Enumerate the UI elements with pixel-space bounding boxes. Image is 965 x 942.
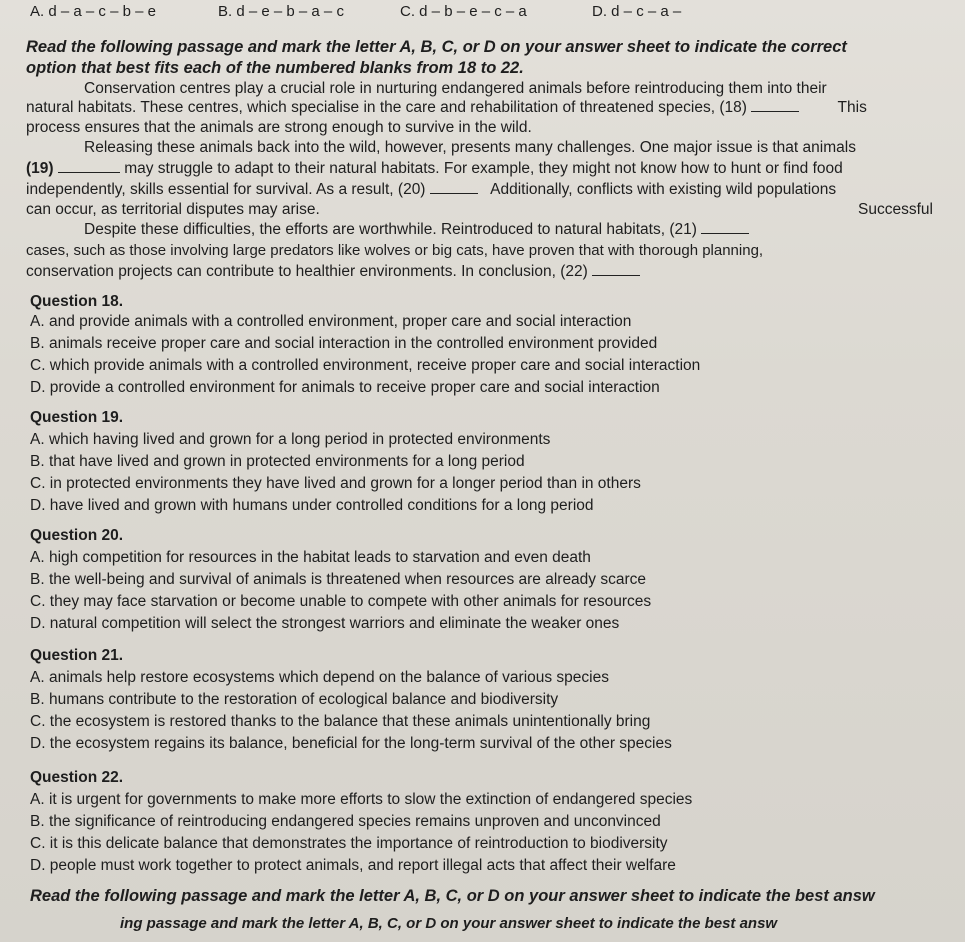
passage-line	[84, 220, 749, 240]
prev-option-b	[218, 3, 344, 20]
blank-number: (18)	[719, 99, 747, 116]
blank-18	[751, 99, 799, 112]
passage-line	[26, 180, 836, 200]
question-21-option-b[interactable]: B. humans contribute to the restoration of ecological balance and biodiversity	[30, 691, 559, 708]
question-20-option-d[interactable]: D. natural competition will select the strongest warriors and eliminate the weaker ones	[30, 615, 620, 632]
instruction-heading: Read the following passage and mark the letter A, B, C, or D on your answer sheet to indicate the correct	[26, 38, 847, 56]
passage-line: cases, such as those involving large predators like wolves or big cats, have proven that with thorough planning,	[26, 242, 764, 259]
question-18-option-b[interactable]: B. animals receive proper care and social interaction in the controlled environment provided	[30, 335, 658, 352]
passage-text: Despite these difficulties, the efforts are worthwhile. Reintroduced to natural habitats,	[84, 221, 666, 238]
prev-option-a	[30, 3, 156, 20]
blank-number: (19)	[26, 160, 54, 177]
blank-21	[701, 221, 749, 234]
option-text: d – a – c – b – e	[48, 3, 156, 20]
passage-text: can occur, as territorial disputes may arise.	[26, 201, 320, 218]
question-20-title: Question 20.	[30, 527, 124, 544]
question-19-option-a[interactable]: A. which having lived and grown for a long period in protected environments	[30, 431, 551, 448]
next-instruction-heading: Read the following passage and mark the letter A, B, C, or D on your answer sheet to indicate the best answ	[30, 887, 875, 905]
question-20-option-c[interactable]: C. they may face starvation or become unable to compete with other animals for resources	[30, 593, 652, 610]
blank-number: (22)	[560, 263, 588, 280]
passage-text: natural habitats. These centres, which specialise in the care and rehabilitation of threatened species,	[26, 99, 716, 116]
passage-line: process ensures that the animals are strong enough to survive in the wild.	[26, 119, 532, 136]
passage-line	[26, 200, 320, 220]
question-19-option-b[interactable]: B. that have lived and grown in protected environments for a long period	[30, 453, 525, 470]
passage-text: This	[837, 99, 867, 116]
option-text: d – b – e – c – a	[419, 3, 527, 20]
passage-line: Conservation centres play a crucial role in nurturing endangered animals before reintroducing them into their	[84, 80, 827, 97]
passage-text: Additionally, conflicts with existing wild populations	[490, 181, 837, 198]
next-instruction-heading-partial: ing passage and mark the letter A, B, C, or D on your answer sheet to indicate the best answ	[120, 915, 778, 932]
question-21-option-a[interactable]: A. animals help restore ecosystems which depend on the balance of various species	[30, 669, 609, 686]
prev-option-c	[400, 3, 527, 20]
option-letter: B.	[218, 3, 233, 20]
question-18-option-c[interactable]: C. which provide animals with a controlled environment, receive proper care and social interaction	[30, 357, 701, 374]
question-22-option-d[interactable]: D. people must work together to protect animals, and report illegal acts that affect their welfare	[30, 857, 676, 874]
option-letter: A.	[30, 3, 45, 20]
question-21-title: Question 21.	[30, 647, 124, 664]
question-21-option-c[interactable]: C. the ecosystem is restored thanks to the balance that these animals unintentionally bring	[30, 713, 651, 730]
question-22-title: Question 22.	[30, 769, 124, 786]
question-18-title: Question 18.	[30, 293, 124, 310]
option-letter: D.	[592, 3, 607, 20]
instruction-heading-cont: option that best fits each of the numbered blanks from 18 to 22.	[26, 59, 524, 77]
blank-19	[58, 160, 120, 173]
question-22-option-a[interactable]: A. it is urgent for governments to make more efforts to slow the extinction of endangered species	[30, 791, 693, 808]
question-19-option-c[interactable]: C. in protected environments they have lived and grown for a longer period than in others	[30, 475, 641, 492]
question-20-option-a[interactable]: A. high competition for resources in the habitat leads to starvation and even death	[30, 549, 591, 566]
question-19-title: Question 19.	[30, 409, 124, 426]
question-22-option-b[interactable]: B. the significance of reintroducing endangered species remains unproven and unconvinced	[30, 813, 661, 830]
blank-number: (20)	[397, 181, 426, 198]
blank-22	[592, 263, 640, 276]
option-letter: C.	[400, 3, 415, 20]
passage-line	[26, 262, 640, 282]
prev-option-d	[592, 3, 681, 20]
passage-line: Releasing these animals back into the wild, however, presents many challenges. One major issue is that animals	[84, 139, 856, 156]
question-21-option-d[interactable]: D. the ecosystem regains its balance, beneficial for the long-term survival of the other species	[30, 735, 672, 752]
question-18-option-a[interactable]: A. and provide animals with a controlled environment, proper care and social interaction	[30, 313, 632, 330]
option-text: d – c – a –	[611, 3, 682, 20]
blank-20	[430, 181, 478, 194]
option-text: d – e – b – a – c	[236, 3, 344, 20]
blank-number: (21)	[669, 221, 697, 238]
passage-text: independently, skills essential for survival. As a result,	[26, 181, 394, 198]
passage-text: conservation projects can contribute to healthier environments. In conclusion,	[26, 263, 556, 280]
passage-line	[26, 159, 843, 179]
question-22-option-c[interactable]: C. it is this delicate balance that demonstrates the importance of reintroduction to biodiversity	[30, 835, 668, 852]
question-18-option-d[interactable]: D. provide a controlled environment for animals to receive proper care and social interaction	[30, 379, 660, 396]
passage-text: may struggle to adapt to their natural habitats. For example, they might not know how to hunt or find food	[124, 160, 843, 177]
question-19-option-d[interactable]: D. have lived and grown with humans under controlled conditions for a long period	[30, 497, 594, 514]
question-20-option-b[interactable]: B. the well-being and survival of animals is threatened when resources are already scarce	[30, 571, 647, 588]
passage-line: Successful	[858, 201, 933, 218]
passage-line	[26, 98, 867, 118]
